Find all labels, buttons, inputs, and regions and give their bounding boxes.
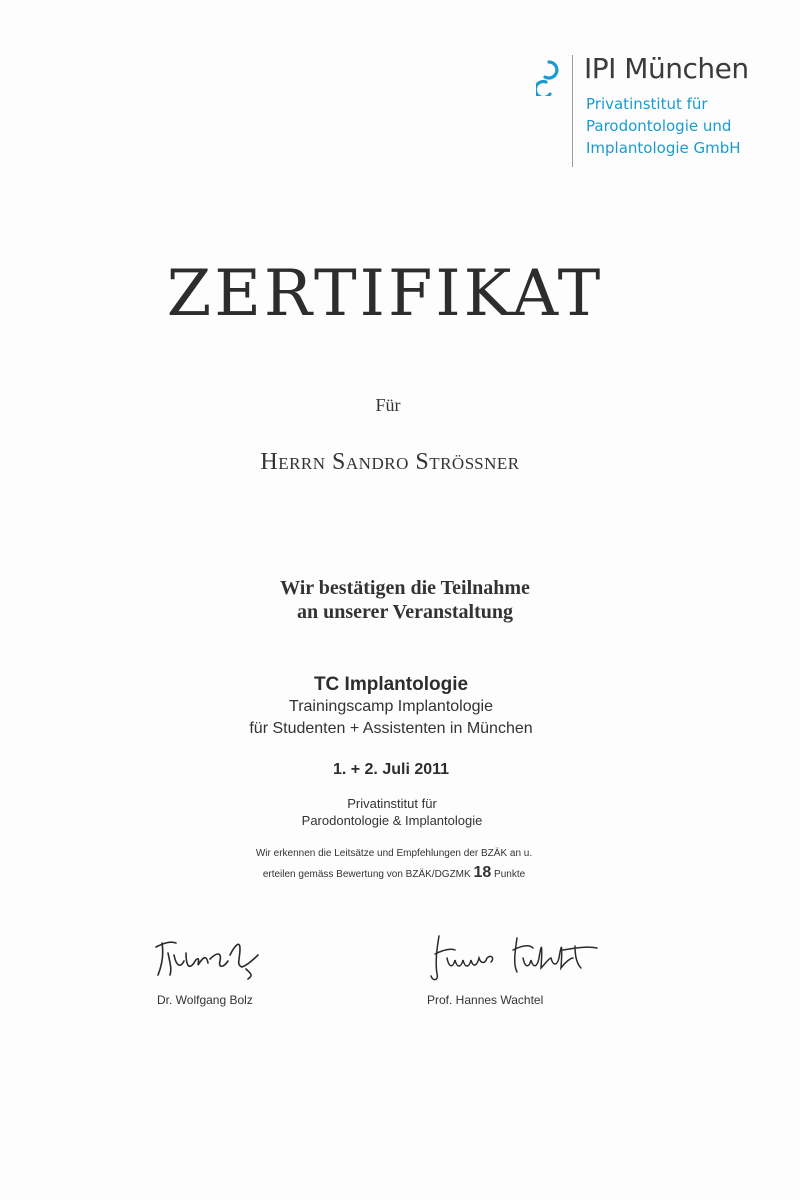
certificate-title: ZERTIFIKAT xyxy=(166,257,604,331)
course-audience: für Studenten + Assistenten in München xyxy=(249,720,533,737)
signatory-right-name: Prof. Hannes Wachtel xyxy=(427,993,544,1007)
points-value: 18 xyxy=(473,864,492,881)
course-date: 1. + 2. Juli 2011 xyxy=(332,761,450,778)
recognition-suffix: Punkte xyxy=(494,869,526,880)
institute-subtitle-line: Privatinstitut für xyxy=(586,95,708,113)
signatory-left-name: Dr. Wolfgang Bolz xyxy=(157,993,253,1007)
course-title: TC Implantologie xyxy=(313,674,469,695)
institute-subtitle xyxy=(586,93,741,159)
logo-divider xyxy=(572,55,573,167)
organizer xyxy=(0,795,784,829)
institute-subtitle-line: Implantologie GmbH xyxy=(586,139,741,157)
ipi-logo-icon xyxy=(536,58,562,96)
organizer-line: Privatinstitut für xyxy=(347,796,437,811)
recognition-text xyxy=(0,844,788,884)
organizer-line: Parodontologie & Implantologie xyxy=(301,813,483,828)
recognition-prefix: erteilen gemäss Bewertung von BZÄK/DGZMK xyxy=(262,869,471,880)
course-subtitle: Trainingscamp Implantologie xyxy=(289,698,493,715)
institute-subtitle-line: Parodontologie und xyxy=(586,117,732,135)
recognition-line: Wir erkennen die Leitsätze und Empfehlungen der BZÄK an u. xyxy=(255,848,533,859)
confirmation-line: an unserer Veranstaltung xyxy=(297,601,513,623)
signature-right xyxy=(425,928,605,983)
signature-left xyxy=(150,925,270,980)
institute-name: IPI München xyxy=(584,52,749,85)
confirmation-text xyxy=(0,576,800,624)
confirmation-line: Wir bestätigen die Teilnahme xyxy=(280,577,530,599)
for-label: Für xyxy=(375,395,401,415)
recognition-line xyxy=(0,863,788,884)
recipient-name: Herrn Sandro Strößner xyxy=(260,449,520,475)
course-block xyxy=(0,674,782,740)
